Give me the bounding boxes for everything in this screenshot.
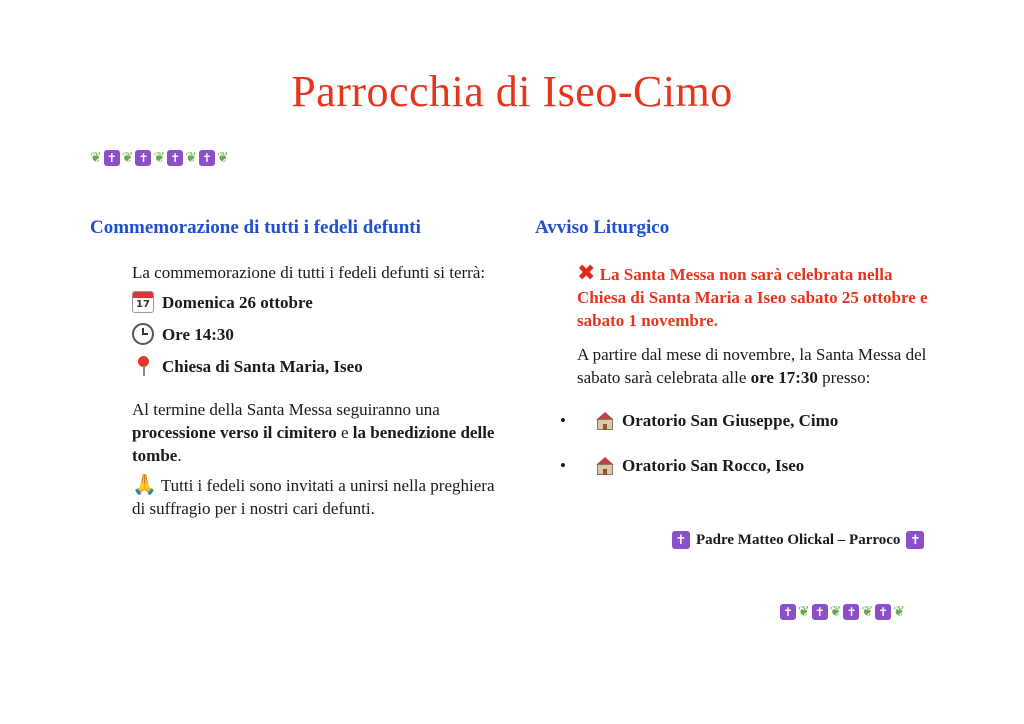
cross-icon: ✝ xyxy=(672,531,690,549)
decorative-emoji-row-top xyxy=(90,150,229,166)
church-icon xyxy=(594,457,616,475)
decorative-emoji-row-bottom xyxy=(780,604,905,620)
leaf-icon: ❦ xyxy=(216,150,229,166)
signature-line xyxy=(672,531,924,549)
event-place: Chiesa di Santa Maria, Iseo xyxy=(162,356,363,376)
location-name: Oratorio San Giuseppe, Cimo xyxy=(622,411,839,430)
leaf-icon: ❦ xyxy=(798,604,810,620)
cancellation-notice: ✖ La Santa Messa non sarà celebrata nella Chiesa di Santa Maria a Iseo sabato 25 ottobre e sabato 1 novembre. xyxy=(577,261,928,330)
leaf-icon: ❦ xyxy=(90,150,102,166)
list-item xyxy=(560,456,804,476)
section-heading-commemoration: Commemorazione di tutti i fedeli defunti xyxy=(90,217,421,238)
cross-icon: ✝ xyxy=(104,150,120,166)
page-title: Parrocchia di Iseo-Cimo xyxy=(291,67,733,116)
signature-text: Padre Matteo Olickal – Parroco xyxy=(696,531,901,548)
procession-paragraph: Al termine della Santa Messa seguiranno una processione verso il cimitero e la benedizione delle tombe. xyxy=(132,400,495,465)
church-icon xyxy=(594,412,616,430)
leaf-icon: ❦ xyxy=(121,150,134,166)
praying-hands-icon: 🙏 xyxy=(132,472,157,496)
schedule-paragraph: A partire dal mese di novembre, la Santa Messa del sabato sarà celebrata alle ore 17:30 presso: xyxy=(577,345,927,387)
cross-icon: ✝ xyxy=(199,150,215,166)
cross-icon: ✝ xyxy=(135,150,151,166)
bullet: • xyxy=(560,456,566,475)
location-name: Oratorio San Rocco, Iseo xyxy=(622,456,805,475)
time-line xyxy=(132,318,507,350)
leaf-icon: ❦ xyxy=(861,604,874,620)
commemoration-intro: La commemorazione di tutti i fedeli defunti si terrà: xyxy=(132,263,486,282)
cross-mark-icon: ✖ xyxy=(577,261,596,286)
place-line xyxy=(132,350,507,382)
cross-icon: ✝ xyxy=(875,604,891,620)
leaf-icon: ❦ xyxy=(893,604,905,620)
cross-icon: ✝ xyxy=(167,150,183,166)
event-time: Ore 14:30 xyxy=(162,324,234,344)
leaf-icon: ❦ xyxy=(185,150,197,166)
leaf-icon: ❦ xyxy=(153,150,166,166)
leaf-icon: ❦ xyxy=(829,604,842,620)
liturgical-notice-block xyxy=(577,262,942,389)
cross-icon: ✝ xyxy=(812,604,828,620)
bullet: • xyxy=(560,411,566,430)
invite-paragraph: 🙏 Tutti i fedeli sono invitati a unirsi nella preghiera di suffragio per i nostri cari defunti. xyxy=(132,472,495,518)
event-date: Domenica 26 ottobre xyxy=(162,292,313,312)
location-pin-icon xyxy=(132,355,154,377)
section-heading-liturgical-notice: Avviso Liturgico xyxy=(535,217,670,238)
calendar-icon: 17 xyxy=(132,291,154,313)
cross-icon: ✝ xyxy=(843,604,859,620)
clock-icon xyxy=(132,323,154,345)
cross-icon: ✝ xyxy=(780,604,796,620)
commemoration-block xyxy=(132,261,507,520)
list-item xyxy=(560,411,838,431)
cross-icon: ✝ xyxy=(906,531,924,549)
date-line xyxy=(132,286,507,318)
